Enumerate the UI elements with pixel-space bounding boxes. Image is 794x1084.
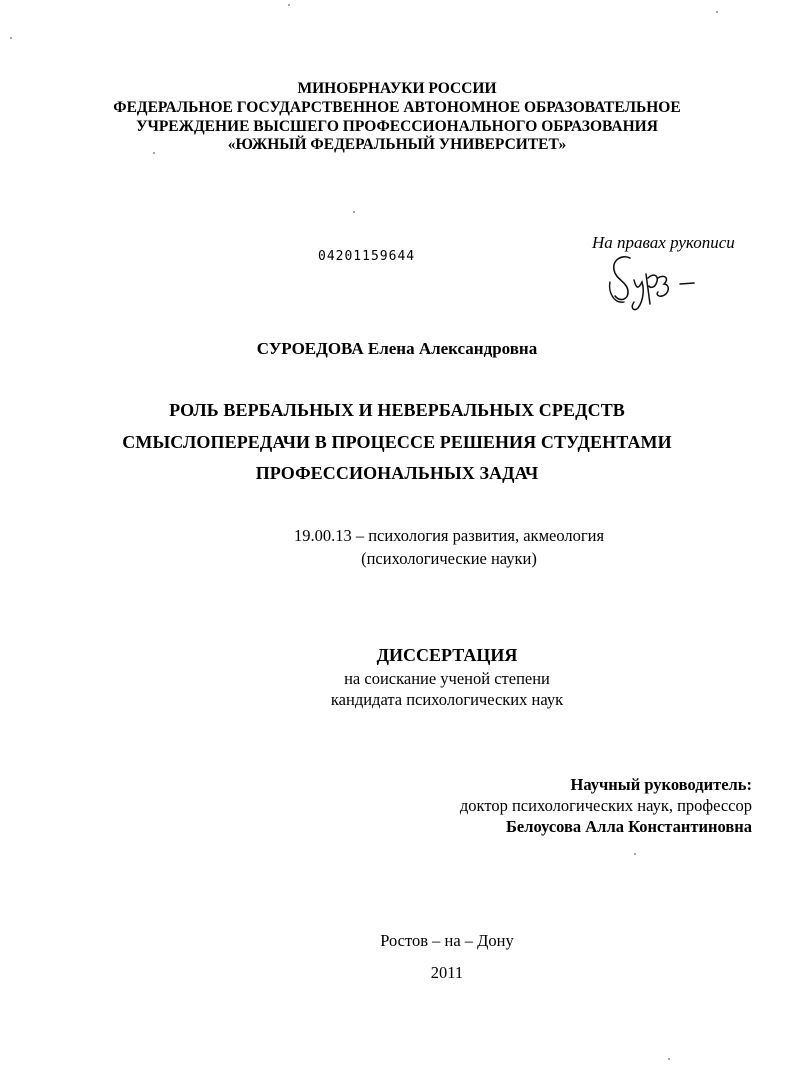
library-serial-number: 04201159644: [318, 249, 416, 264]
manuscript-rights-note: На правах рукописи: [592, 233, 735, 252]
supervisor-name: Белоусова Алла Константиновна: [505, 817, 752, 836]
dissertation-title-line: РОЛЬ ВЕРБАЛЬНЫХ И НЕВЕРБАЛЬНЫХ СРЕДСТВ: [169, 400, 625, 420]
author-name: СУРОЕДОВА Елена Александровна: [256, 339, 538, 358]
degree-name-line: кандидата психологических наук: [330, 690, 564, 709]
scan-speck: [353, 211, 355, 213]
scan-speck: [668, 1058, 670, 1060]
dissertation-title-line: СМЫСЛОПЕРЕДАЧИ В ПРОЦЕССЕ РЕШЕНИЯ СТУДЕНТАМИ: [122, 432, 672, 452]
institution-level-line: УЧРЕЖДЕНИЕ ВЫСШЕГО ПРОФЕССИОНАЛЬНОГО ОБРАЗОВАНИЯ: [136, 118, 658, 135]
specialty-code: 19.00.13 – психология развития, акмеология: [293, 526, 605, 545]
ministry-name: МИНОБРНАУКИ РОССИИ: [297, 80, 497, 97]
scan-speck: [288, 4, 290, 6]
scan-speck: [634, 853, 636, 855]
scan-speck: [716, 11, 718, 13]
scan-speck: [10, 37, 12, 39]
year: 2011: [430, 963, 464, 982]
document-type: ДИССЕРТАЦИЯ: [376, 645, 518, 665]
supervisor-degree: доктор психологических наук, профессор: [459, 796, 752, 815]
city: Ростов – на – Дону: [380, 931, 514, 950]
supervisor-label: Научный руководитель:: [570, 775, 752, 794]
university-name: «ЮЖНЫЙ ФЕДЕРАЛЬНЫЙ УНИВЕРСИТЕТ»: [227, 136, 567, 153]
dissertation-title-line: ПРОФЕССИОНАЛЬНЫХ ЗАДАЧ: [255, 463, 539, 483]
degree-purpose-line: на соискание ученой степени: [344, 669, 550, 688]
author-signature: [600, 252, 710, 314]
specialty-field: (психологические науки): [361, 549, 537, 568]
institution-type-line: ФЕДЕРАЛЬНОЕ ГОСУДАРСТВЕННОЕ АВТОНОМНОЕ ОБРАЗОВАТЕЛЬНОЕ: [113, 99, 681, 116]
